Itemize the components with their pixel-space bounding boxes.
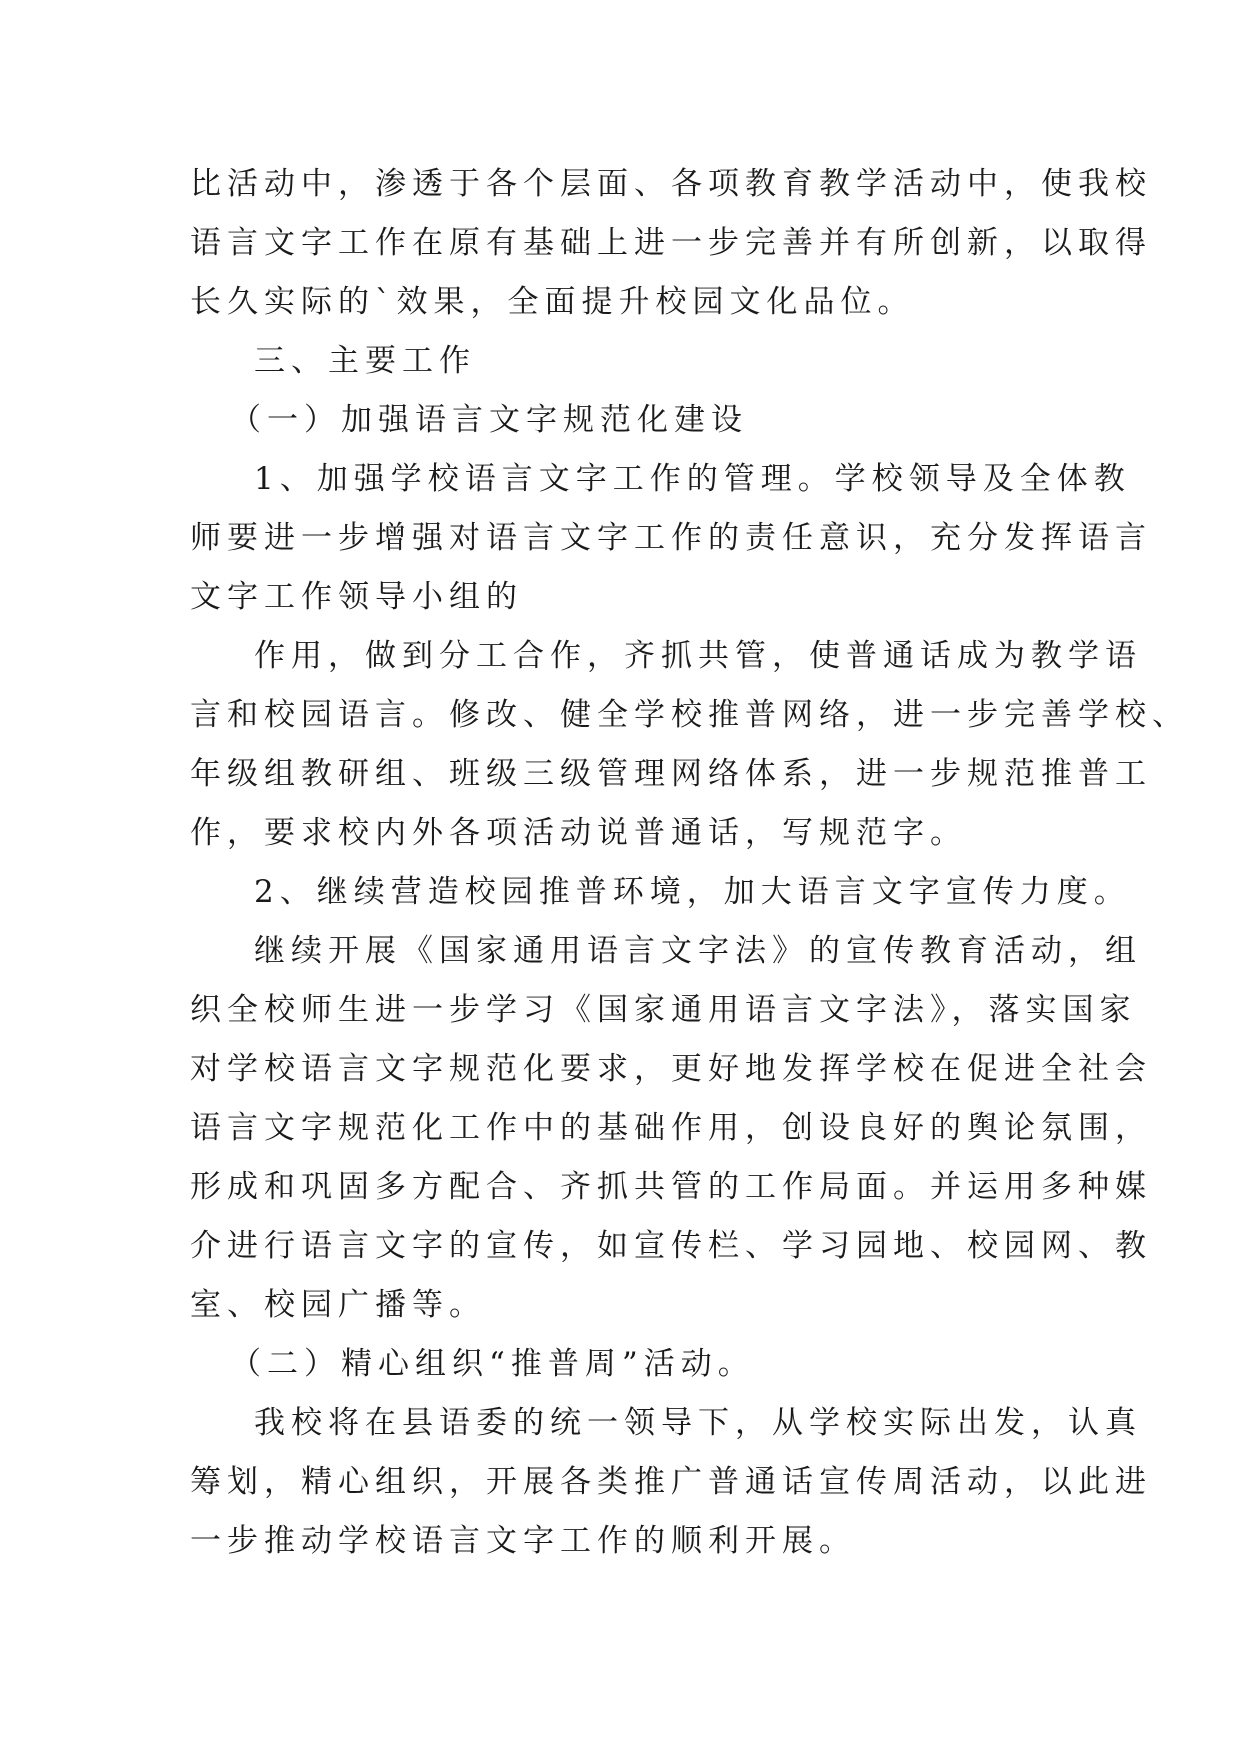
text-line: 文字工作领导小组的 <box>190 579 523 615</box>
section-heading: 三、主要工作 <box>254 343 476 379</box>
text-line: 室、校园广播等。 <box>190 1287 486 1323</box>
text-line: 一步推动学校语言文字工作的顺利开展。 <box>190 1523 856 1559</box>
text-line: 比活动中，渗透于各个层面、各项教育教学活动中，使我校 <box>190 166 1152 202</box>
text-line: 作用，做到分工合作，齐抓共管，使普通话成为教学语 <box>254 638 1142 674</box>
text-line: 2、继续营造校园推普环境，加大语言文字宣传力度。 <box>254 874 1131 910</box>
text-line: 1、加强学校语言文字工作的管理。学校领导及全体教 <box>254 461 1131 497</box>
text-line: 介进行语言文字的宣传，如宣传栏、学习园地、校园网、教 <box>190 1228 1152 1264</box>
text-line: 织全校师生进一步学习《国家通用语言文字法》，落实国家 <box>190 992 1137 1028</box>
text-line: 继续开展《国家通用语言文字法》的宣传教育活动，组 <box>254 933 1142 969</box>
text-line: 年级组教研组、班级三级管理网络体系，进一步规范推普工 <box>190 756 1152 792</box>
text-line: 言和校园语言。修改、健全学校推普网络，进一步完善学校、 <box>190 697 1189 733</box>
text-line: 语言文字工作在原有基础上进一步完善并有所创新，以取得 <box>190 225 1152 261</box>
text-line: 我校将在县语委的统一领导下，从学校实际出发，认真 <box>254 1405 1142 1441</box>
subsection-heading: （二）精心组织“推普周”活动。 <box>230 1346 755 1382</box>
document-body <box>190 155 1189 1571</box>
subsection-heading: （一）加强语言文字规范化建设 <box>230 402 748 438</box>
text-line: 筹划，精心组织，开展各类推广普通话宣传周活动，以此进 <box>190 1464 1152 1500</box>
text-line: 对学校语言文字规范化要求，更好地发挥学校在促进全社会 <box>190 1051 1152 1087</box>
text-line: 形成和巩固多方配合、齐抓共管的工作局面。并运用多种媒 <box>190 1169 1152 1205</box>
text-line: 长久实际的`效果，全面提升校园文化品位。 <box>190 284 915 320</box>
text-line: 语言文字规范化工作中的基础作用，创设良好的舆论氛围， <box>190 1110 1152 1146</box>
text-line: 作，要求校内外各项活动说普通话，写规范字。 <box>190 815 967 851</box>
text-line: 师要进一步增强对语言文字工作的责任意识，充分发挥语言 <box>190 520 1152 556</box>
